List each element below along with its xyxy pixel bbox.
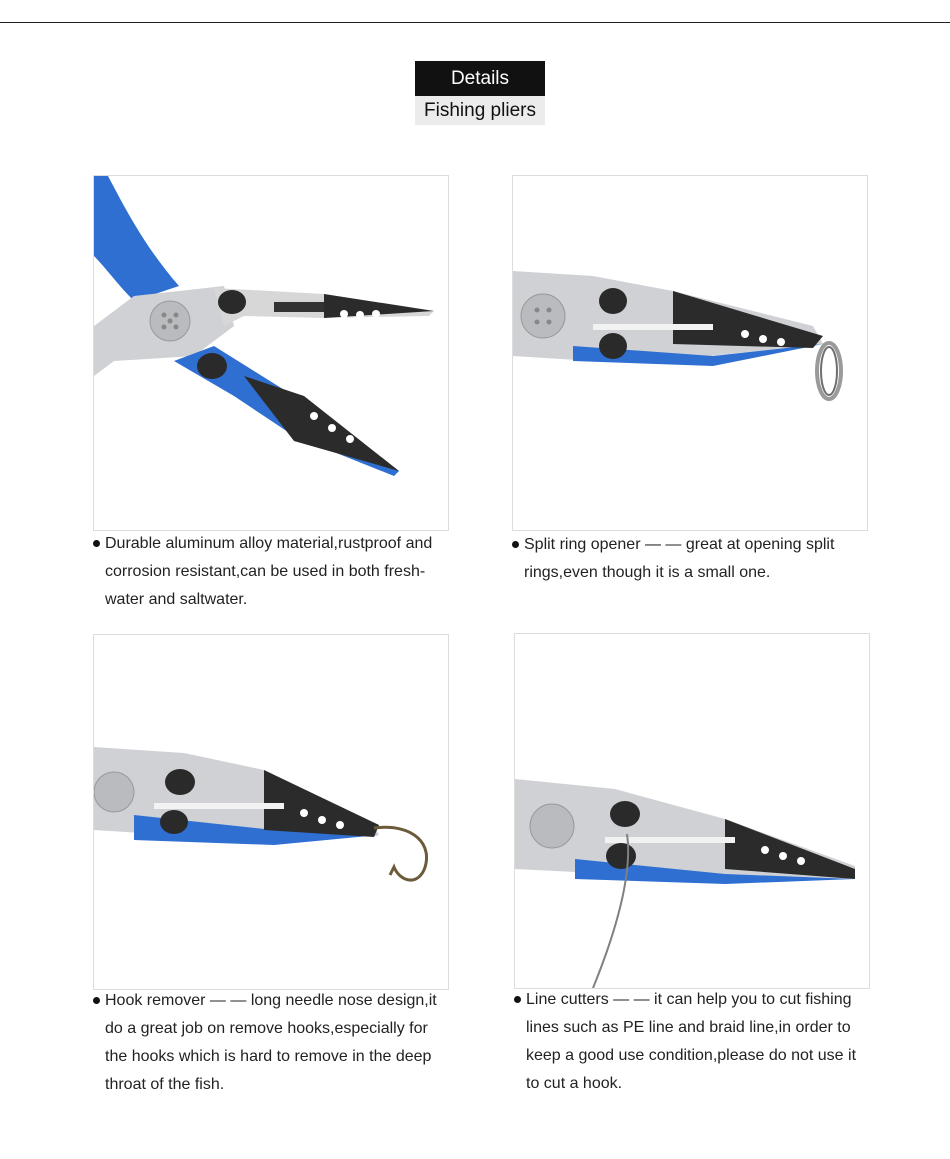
photo-hook-remover: [93, 634, 449, 990]
bullet-icon: [512, 541, 519, 548]
section-header: [415, 61, 545, 125]
feature-caption-split-ring: Split ring opener — — great at opening split rings,even though it is a small one.: [512, 531, 862, 587]
feature-caption-hook-remover: Hook remover — — long needle nose design,it do a great job on remove hooks,especially for the hooks which is hard to remove in the deep throat of the fish.: [93, 987, 443, 1099]
bullet-icon: [93, 540, 100, 547]
top-divider: [0, 22, 950, 23]
photo-pliers-open: [93, 175, 449, 531]
bullet-icon: [514, 996, 521, 1003]
feature-caption-material: Durable aluminum alloy material,rustproof and corrosion resistant,can be used in both fresh-water and saltwater.: [93, 530, 443, 614]
header-title: Details: [415, 61, 545, 96]
header-subtitle: Fishing pliers: [415, 96, 545, 125]
photo-split-ring-opener: [512, 175, 868, 531]
photo-line-cutter: [514, 633, 870, 989]
feature-caption-line-cutter: Line cutters — — it can help you to cut fishing lines such as PE line and braid line,in order to keep a good use condition,please do not use it to cut a hook.: [514, 986, 864, 1098]
bullet-icon: [93, 997, 100, 1004]
